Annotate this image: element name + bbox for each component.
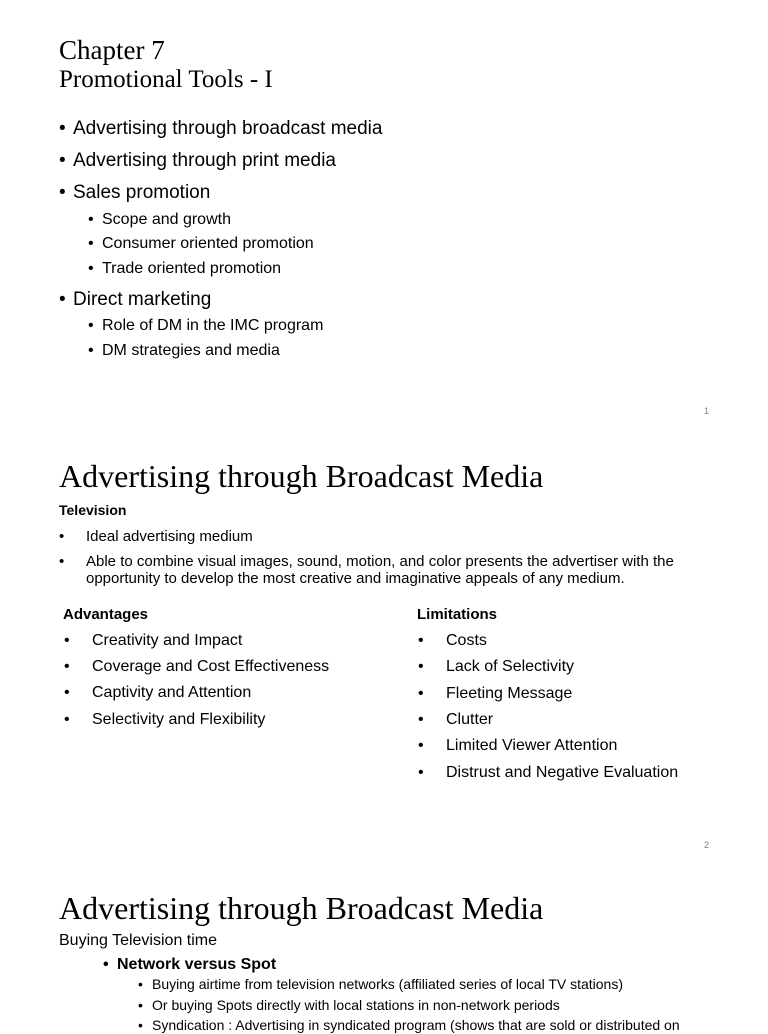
- subtopic-item: • Role of DM in the IMC program: [102, 316, 323, 336]
- point-item: • Syndication : Advertising in syndicated program (shows that are sold or distributed on: [152, 1017, 680, 1034]
- slide-1: [0, 0, 768, 432]
- slide-title: Advertising through Broadcast Media: [59, 458, 544, 494]
- advantage-item: • Coverage and Cost Effectiveness: [92, 658, 329, 676]
- section-heading: Television: [59, 502, 127, 518]
- page-number: 1: [703, 406, 709, 416]
- section-heading: Buying Television time: [59, 932, 218, 949]
- sub-heading: • Network versus Spot: [117, 955, 276, 975]
- topic-item: • Direct marketing: [73, 289, 211, 311]
- slide-2: [0, 432, 768, 864]
- point-item: • Or buying Spots directly with local stations in non-network periods: [152, 997, 560, 1014]
- subtopic-item: • Trade oriented promotion: [102, 259, 281, 279]
- point-item: • Buying airtime from television networks (affiliated series of local TV stations): [152, 976, 623, 993]
- chapter-title: Chapter 7: [59, 35, 165, 65]
- advantage-item: • Captivity and Attention: [92, 684, 251, 702]
- topic-item: • Advertising through broadcast media: [73, 118, 382, 140]
- slide-3: [0, 864, 768, 1033]
- limitation-item: • Clutter: [446, 711, 493, 729]
- limitation-item: • Distrust and Negative Evaluation: [446, 764, 678, 782]
- subtopic-item: • Scope and growth: [102, 210, 231, 230]
- bullet-item: • Ideal advertising medium: [86, 528, 706, 545]
- limitation-item: • Costs: [446, 632, 487, 650]
- subtopic-item: • DM strategies and media: [102, 341, 280, 361]
- subtopic-item: • Consumer oriented promotion: [102, 234, 314, 254]
- chapter-subtitle: Promotional Tools - I: [59, 66, 273, 93]
- slide-title: Advertising through Broadcast Media: [59, 890, 544, 926]
- page-number: 2: [703, 840, 709, 850]
- topic-item: • Advertising through print media: [73, 150, 336, 172]
- bullet-item: • Able to combine visual images, sound, motion, and color presents the advertiser with the opportunity to develop the most creative and imaginative appeals of any medium.: [86, 553, 706, 587]
- limitations-heading: Limitations: [417, 606, 498, 623]
- limitation-item: • Lack of Selectivity: [446, 658, 574, 676]
- advantage-item: • Selectivity and Flexibility: [92, 711, 265, 729]
- limitation-item: • Fleeting Message: [446, 685, 572, 703]
- topic-item: • Sales promotion: [73, 182, 210, 204]
- advantages-heading: Advantages: [63, 606, 149, 623]
- limitation-item: • Limited Viewer Attention: [446, 737, 617, 755]
- advantage-item: • Creativity and Impact: [92, 632, 242, 650]
